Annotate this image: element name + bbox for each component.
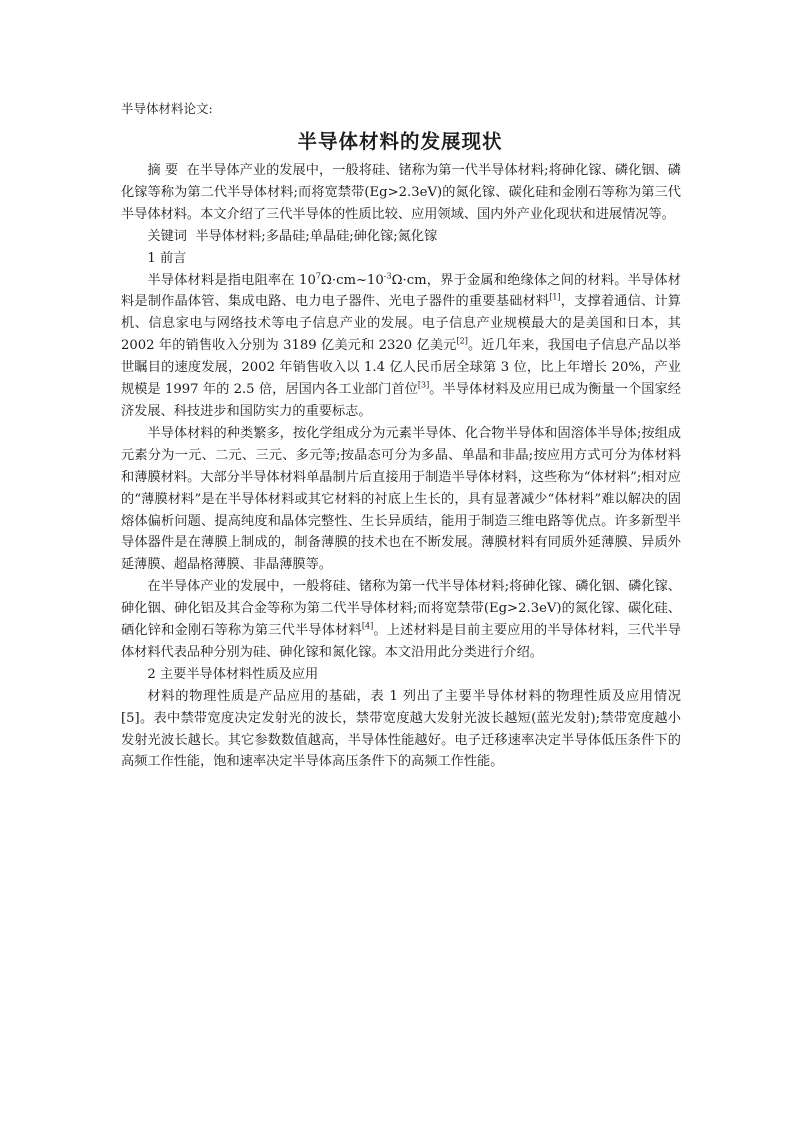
text-run: 。上述材料是目前主要应用的半导体材料，三代半导体材料代表品种分别为硅、砷化镓和氮化镓。本文沿用此分类进行介绍。: [121, 623, 681, 660]
abstract-paragraph: [121, 160, 681, 226]
keywords-text: 半导体材料;多晶硅;单晶硅;砷化镓;氮化镓: [195, 228, 438, 244]
superscript: 7: [315, 271, 321, 281]
keywords-paragraph: [121, 226, 681, 248]
section-heading: 2 主要半导体材料性质及应用: [147, 666, 319, 682]
citation-ref: [2]: [456, 336, 468, 346]
text-run: Ω·cm~10: [320, 272, 384, 288]
text-run: 。半导体材料及应用已成为衡量一个国家经济发展、科技进步和国防实力的重要标志。: [121, 382, 681, 419]
superscript: -3: [383, 271, 392, 281]
citation-ref: [1]: [549, 293, 561, 303]
page-title: 半导体材料的发展现状: [297, 130, 503, 153]
paragraph: 材料的物理性质是产品应用的基础，表 1 列出了主要半导体材料的物理性质及应用情况[5]。表中禁带宽度决定发射光的波长，禁带宽度越大发射光波长越短(蓝光发射);禁带宽度越小发射光波长越长。其它参数数值越高，半导体性能越好。电子迁移速率决定半导体低压条件下的高频工作性能，饱和速率决定半导体高压条件下的高频工作性能。: [121, 688, 681, 770]
text-run: ，支撑着通信、计算机、信息家电与网络技术等电子信息产业的发展。电子信息产业规模最大的是美国和日本，其 2002 年的销售收入分别为 3189 亿美元和 2320 亿美元: [121, 294, 681, 354]
text-run: Ω·cm，界于金属和绝缘体之间的材料。半导体材料是制作晶体管、集成电路、电力电子器件、光电子器件的重要基础材料: [121, 272, 681, 310]
text-run: 在半导体产业的发展中，一般将硅、锗称为第一代半导体材料;将砷化镓、磷化铟、磷化镓、砷化铟、砷化铝及其合金等称为第二代半导体材料;而将宽禁带(Eg>2.3eV)的氮化镓、碳化硅、硒化锌和金刚石等称为第三代半导体材料: [121, 579, 681, 639]
abstract-text: 在半导体产业的发展中，一般将硅、锗称为第一代半导体材料;将砷化镓、磷化铟、磷化镓等称为第二代半导体材料;而将宽禁带(Eg>2.3eV)的氮化镓、碳化硅和金刚石等称为第三代半导体材料。本文介绍了三代半导体的性质比较、应用领域、国内外产业化现状和进展情况等。: [121, 163, 681, 222]
section-heading: 1 前言: [147, 250, 187, 266]
abstract-label: 摘 要: [147, 163, 179, 178]
text-run: 。近几年来，我国电子信息产品以举世瞩目的速度发展，2002 年销售收入以 1.4 亿人民币居全球第 3 位，比上年增长 20%，产业规模是 1997 年的 2.5 倍，居国内各工业部门首位: [121, 338, 681, 398]
citation-ref: [3]: [417, 380, 430, 390]
paragraph: 半导体材料的种类繁多，按化学组成分为元素半导体、化合物半导体和固溶体半导体;按组成元素分为一元、二元、三元、多元等;按晶态可分为多晶、单晶和非晶;按应用方式可分为体材料和薄膜材料。大部分半导体材料单晶制片后直接用于制造半导体材料，这些称为“体材料”;相对应的“薄膜材料”是在半导体材料或其它材料的衬底上生长的，具有显著减少“体材料”难以解决的固熔体偏析问题、提高纯度和晶体完整性、生长异质结，能用于制造三维电路等优点。许多新型半导体器件是在薄膜上制成的，制备薄膜的技术也在不断发展。薄膜材料有同质外延薄膜、异质外延薄膜、超晶格薄膜、非晶薄膜等。: [121, 425, 681, 573]
keywords-label: 关键词: [147, 228, 187, 244]
text-run: 半导体材料是指电阻率在 10: [147, 272, 316, 288]
citation-ref: [4]: [361, 621, 374, 631]
paragraph: [121, 270, 681, 423]
document-body: [121, 160, 681, 773]
paragraph: [121, 576, 681, 664]
header-label: 半导体材料论文:: [121, 101, 213, 116]
